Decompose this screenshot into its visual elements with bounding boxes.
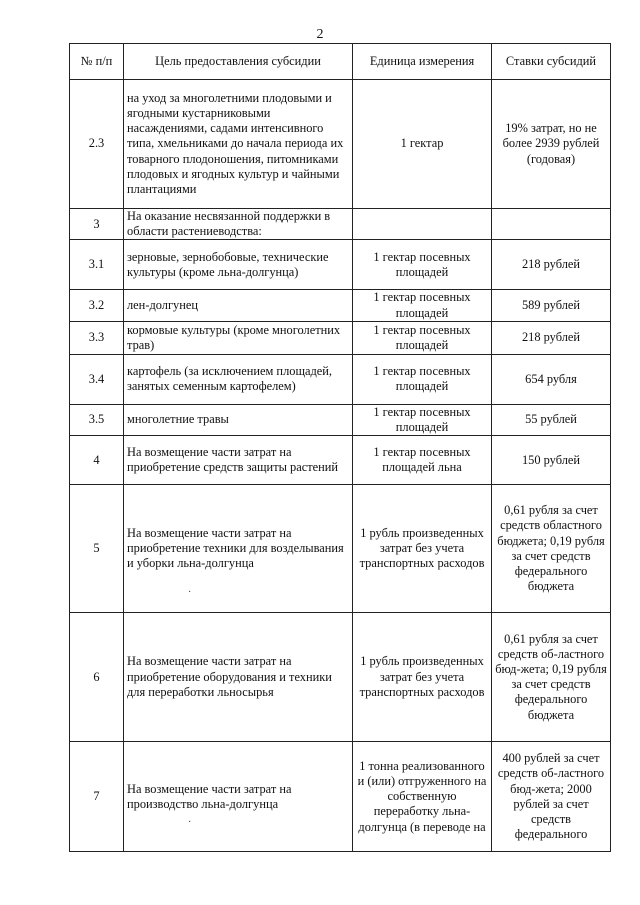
table-row (70, 240, 611, 290)
row-unit: 1 гектар посевных площадей (353, 240, 492, 290)
row-purpose: картофель (за исключением площадей, занятых семенным картофелем) (124, 354, 353, 404)
page-number: 2 (316, 27, 324, 42)
row-rate: 589 рублей (492, 290, 611, 321)
table-row (70, 485, 611, 613)
row-num: 3.1 (70, 240, 124, 290)
row-purpose: На возмещение части затрат на приобретение средств защиты растений (124, 436, 353, 485)
scan-speck: · (188, 587, 192, 598)
row-rate (492, 209, 611, 240)
row-num: 4 (70, 436, 124, 485)
table-row (70, 404, 611, 435)
row-unit: 1 гектар посевных площадей (353, 321, 492, 354)
row-num: 3.4 (70, 354, 124, 404)
table-header-row (70, 44, 611, 80)
table-row (70, 209, 611, 240)
row-num: 7 (70, 742, 124, 852)
row-purpose: лен-долгунец (124, 290, 353, 321)
row-unit: 1 гектар посевных площадей (353, 354, 492, 404)
row-num: 2.3 (70, 80, 124, 209)
table-row (70, 613, 611, 742)
row-unit: 1 гектар (353, 80, 492, 209)
row-rate: 218 рублей (492, 240, 611, 290)
row-unit: 1 гектар посевных площадей (353, 290, 492, 321)
row-rate: 0,61 рубля за счет средств областного бюджета; 0,19 рубля за счет средств федерального бюджета (492, 485, 611, 613)
row-purpose: На оказание несвязанной поддержки в области растениеводства: (124, 209, 353, 240)
row-purpose: На возмещение части затрат на приобретение техники для возделывания и уборки льна-долгунца (124, 485, 353, 613)
header-purpose: Цель предоставления субсидии (124, 44, 353, 80)
row-num: 5 (70, 485, 124, 613)
row-purpose: На возмещение части затрат на производство льна-долгунца (124, 742, 353, 852)
row-purpose: многолетние травы (124, 404, 353, 435)
row-purpose: на уход за многолетними плодовыми и ягодными кустарниковыми насаждениями, садами интенсивного типа, хмельниками до начала периода их товарного плодоношения, питомниками плодовых и ягодных культур и чайными плантациями (124, 80, 353, 209)
row-num: 3.2 (70, 290, 124, 321)
row-num: 3.5 (70, 404, 124, 435)
row-rate: 150 рублей (492, 436, 611, 485)
table-row (70, 354, 611, 404)
row-unit (353, 209, 492, 240)
row-num: 6 (70, 613, 124, 742)
table-row (70, 290, 611, 321)
table-row (70, 321, 611, 354)
subsidy-rates-table (69, 43, 611, 852)
row-rate: 218 рублей (492, 321, 611, 354)
row-rate: 55 рублей (492, 404, 611, 435)
table-row (70, 436, 611, 485)
header-rate: Ставки субсидий (492, 44, 611, 80)
row-purpose: На возмещение части затрат на приобретение оборудования и техники для переработки льносырья (124, 613, 353, 742)
row-rate: 400 рублей за счет средств об-ластного бюд-жета; 2000 рублей за счет средств федерального (492, 742, 611, 852)
row-unit: 1 рубль произведенных затрат без учета транспортных расходов (353, 485, 492, 613)
scan-speck: · (188, 817, 192, 828)
header-unit: Единица измерения (353, 44, 492, 80)
row-rate: 19% затрат, но не более 2939 рублей (годовая) (492, 80, 611, 209)
row-unit: 1 гектар посевных площадей льна (353, 436, 492, 485)
header-num: № п/п (70, 44, 124, 80)
table-row (70, 80, 611, 209)
row-rate: 654 рубля (492, 354, 611, 404)
row-unit: 1 рубль произведенных затрат без учета транспортных расходов (353, 613, 492, 742)
row-purpose: зерновые, зернобобовые, технические культуры (кроме льна-долгунца) (124, 240, 353, 290)
row-rate: 0,61 рубля за счет средств об-ластного бюд-жета; 0,19 рубля за счет средств федерального бюджета (492, 613, 611, 742)
row-num: 3 (70, 209, 124, 240)
row-unit: 1 гектар посевных площадей (353, 404, 492, 435)
row-unit: 1 тонна реализованного и (или) отгруженного на собственную переработку льна-долгунца (в переводе на (353, 742, 492, 852)
table-row (70, 742, 611, 852)
row-purpose: кормовые культуры (кроме многолетних трав) (124, 321, 353, 354)
row-num: 3.3 (70, 321, 124, 354)
